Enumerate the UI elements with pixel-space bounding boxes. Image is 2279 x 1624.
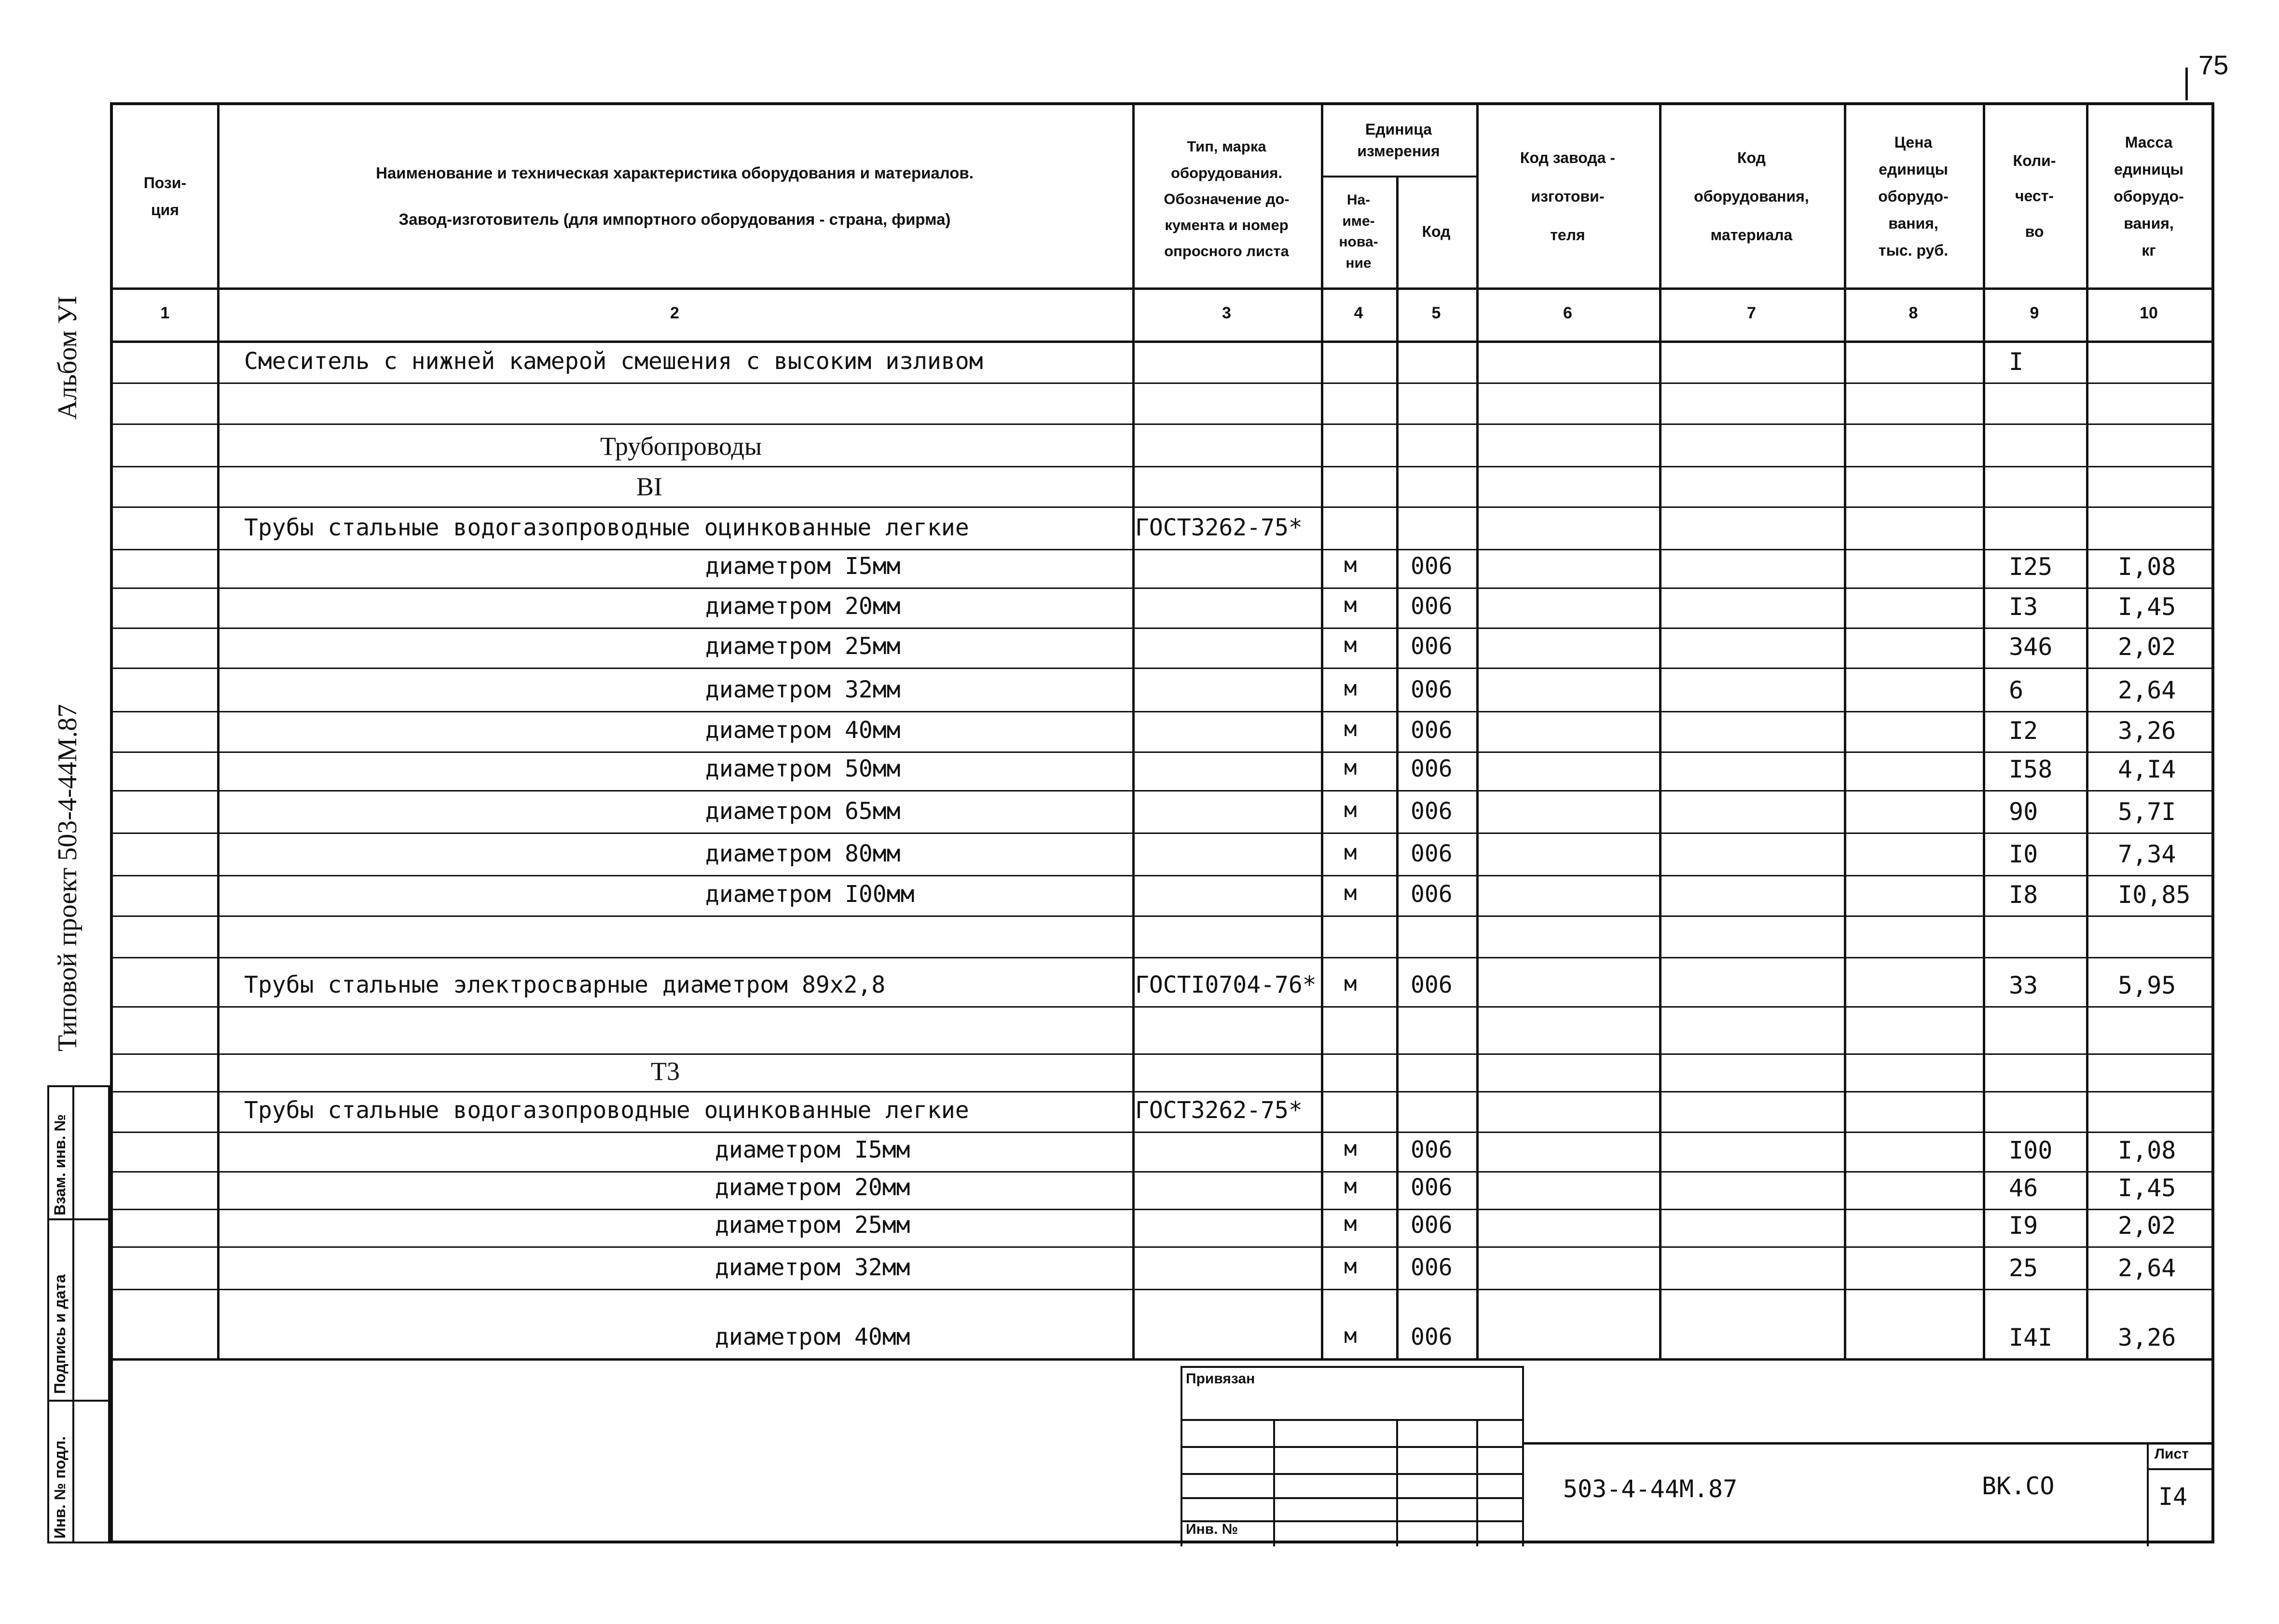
row-unit: м — [1344, 798, 1357, 822]
row-mass: I,08 — [2118, 1136, 2176, 1164]
table-row — [113, 1132, 2211, 1171]
document-code: ВК.СО — [1982, 1472, 2055, 1500]
row-quantity: 90 — [2009, 798, 2038, 826]
document-designation: 503-4-44М.87 — [1563, 1475, 1738, 1503]
table-row — [113, 790, 2211, 832]
row-quantity: I0 — [2009, 840, 2038, 868]
table-row — [113, 1053, 2211, 1091]
row-unit: м — [1344, 553, 1357, 577]
row-name: диаметром 32мм — [705, 676, 901, 703]
row-unit-code: 006 — [1411, 553, 1453, 580]
row-mass: I,45 — [2118, 593, 2176, 621]
row-quantity: 33 — [2009, 971, 2038, 999]
row-quantity: 25 — [2009, 1254, 2038, 1282]
column-number: 3 — [1222, 304, 1231, 322]
row-mass: 2,02 — [2118, 1212, 2176, 1240]
stamp-label-signature: Подпись и дата — [51, 1274, 69, 1394]
row-mass: I,45 — [2118, 1174, 2176, 1202]
table-row — [113, 711, 2211, 751]
header-unit-code: Код — [1422, 223, 1451, 240]
table-row — [113, 957, 2211, 1006]
column-number: 8 — [1908, 304, 1918, 322]
table-row — [113, 466, 2211, 506]
row-unit-code: 006 — [1411, 881, 1453, 908]
row-name: диаметром 65мм — [705, 798, 901, 825]
row-document: ГОСТ3262-75* — [1135, 1097, 1303, 1124]
table-row — [113, 832, 2211, 875]
row-quantity: I58 — [2009, 755, 2053, 783]
sheet-label: Лист — [2155, 1446, 2189, 1462]
table-row — [113, 382, 2211, 423]
row-document: ГОСТ3262-75* — [1135, 514, 1303, 541]
row-mass: I0,85 — [2118, 881, 2191, 909]
table-row — [113, 506, 2211, 549]
album-side-title: Альбом УI — [53, 295, 82, 420]
table-row — [113, 628, 2211, 668]
project-side-title: Типовой проект 503-4-44М.87 — [53, 704, 82, 1051]
row-unit: м — [1344, 840, 1357, 865]
row-name: диаметром 40мм — [705, 717, 901, 744]
table-row — [113, 915, 2211, 957]
row-name: диаметром 32мм — [715, 1254, 910, 1281]
row-name: Трубы стальные водогазопроводные оцинкованные легкие — [244, 514, 969, 541]
row-unit-code: 006 — [1411, 593, 1453, 620]
page-mark-text: 75 — [2198, 50, 2229, 80]
attached-label: Привязан — [1186, 1371, 1255, 1387]
row-unit: м — [1344, 1324, 1357, 1348]
table-row — [113, 1289, 2211, 1358]
row-unit: м — [1344, 593, 1357, 617]
column-number: 2 — [670, 304, 679, 322]
row-mass: 3,26 — [2118, 1324, 2176, 1351]
stamp-label-inventory: Инв. № подл. — [51, 1436, 69, 1539]
row-name: диаметром 20мм — [705, 593, 901, 620]
row-quantity: I25 — [2009, 553, 2053, 581]
row-quantity: I00 — [2009, 1136, 2053, 1164]
row-name: диаметром 20мм — [715, 1174, 910, 1201]
attached-box — [1181, 1366, 1524, 1546]
row-name: Трубопроводы — [600, 432, 762, 461]
row-unit-code: 006 — [1411, 971, 1453, 998]
column-number: 4 — [1354, 304, 1363, 322]
row-name: Трубы стальные электросварные диаметром 89х2,8 — [244, 971, 886, 998]
row-unit: м — [1344, 717, 1357, 741]
table-row — [113, 549, 2211, 587]
header-equipment-code: Код оборудования, материала — [1694, 149, 1809, 244]
row-unit: м — [1344, 633, 1357, 657]
header-mass: Масса единицы оборудо- вания, кг — [2114, 134, 2184, 259]
row-unit: м — [1344, 1174, 1357, 1199]
table-row — [113, 341, 2211, 382]
row-quantity: 346 — [2009, 633, 2053, 661]
column-number: 5 — [1431, 304, 1441, 322]
stamp-column — [47, 1085, 110, 1543]
row-mass: I,08 — [2118, 553, 2176, 581]
table-row — [113, 751, 2211, 790]
row-name: диаметром 25мм — [715, 1212, 910, 1239]
row-quantity: I3 — [2009, 593, 2038, 621]
table-row — [113, 1209, 2211, 1246]
row-mass: 2,64 — [2118, 1254, 2176, 1282]
row-unit: м — [1344, 1212, 1357, 1236]
header-unit-group: Единица измерения — [1357, 121, 1440, 160]
row-name: диаметром 50мм — [705, 755, 901, 782]
specification-sheet — [110, 102, 2214, 1543]
header-price: Цена единицы оборудо- вания, тыс. руб. — [1878, 134, 1949, 259]
row-unit-code: 006 — [1411, 676, 1453, 703]
row-unit: м — [1344, 755, 1357, 780]
row-quantity: 6 — [2009, 676, 2024, 704]
row-unit: м — [1344, 1136, 1357, 1161]
header-factory-code: Код завода - изготови- теля — [1520, 149, 1616, 244]
row-mass: 2,02 — [2118, 633, 2176, 661]
table-row — [113, 1091, 2211, 1132]
row-quantity: I — [2009, 348, 2024, 376]
column-number: 1 — [160, 304, 170, 322]
row-quantity: I4I — [2009, 1324, 2053, 1351]
table-row — [113, 1006, 2211, 1053]
sheet-number: I4 — [2158, 1483, 2188, 1511]
table-row — [113, 587, 2211, 628]
row-name: диаметром 25мм — [705, 633, 901, 660]
column-number: 6 — [1563, 304, 1572, 322]
row-name: диаметром 40мм — [715, 1324, 910, 1351]
row-unit: м — [1344, 971, 1357, 996]
row-unit-code: 006 — [1411, 633, 1453, 660]
row-unit-code: 006 — [1411, 755, 1453, 782]
header-type: Тип, марка оборудования. Обозначение до- кумента и номер опросного листа — [1164, 138, 1290, 260]
row-name: диаметром I00мм — [705, 881, 915, 908]
table-row — [113, 875, 2211, 915]
row-name: Смеситель с нижней камерой смешения с высоким изливом — [244, 348, 983, 375]
header-unit-name: На- име- нова- ние — [1339, 192, 1378, 271]
row-name: Т3 — [651, 1057, 680, 1086]
column-number: 9 — [2030, 304, 2039, 322]
row-mass: 5,95 — [2118, 971, 2176, 999]
header-position: Пози- ция — [143, 174, 187, 218]
row-unit: м — [1344, 881, 1357, 905]
row-mass: 3,26 — [2118, 717, 2176, 745]
row-unit-code: 006 — [1411, 1174, 1453, 1201]
row-unit-code: 006 — [1411, 1324, 1453, 1351]
row-unit-code: 006 — [1411, 798, 1453, 825]
row-unit-code: 006 — [1411, 717, 1453, 744]
table-row — [113, 668, 2211, 711]
row-mass: 5,7I — [2118, 798, 2176, 826]
row-unit-code: 006 — [1411, 840, 1453, 867]
header-name: Наименование и техническая характеристика оборудования и материалов. Завод-изготовитель (для импортного оборудования - страна, фирма) — [376, 164, 974, 228]
table-row — [113, 1246, 2211, 1289]
row-unit-code: 006 — [1411, 1254, 1453, 1281]
column-number: 10 — [2140, 304, 2158, 322]
row-name: ВI — [636, 472, 662, 501]
row-mass: 4,I4 — [2118, 755, 2176, 783]
table-row — [113, 1171, 2211, 1209]
row-quantity: I9 — [2009, 1212, 2038, 1240]
row-quantity: I2 — [2009, 717, 2038, 745]
page-mark — [2185, 50, 2241, 100]
inventory-number-label: Инв. № — [1186, 1521, 1238, 1537]
row-name: диаметром I5мм — [715, 1136, 910, 1163]
row-quantity: I8 — [2009, 881, 2038, 909]
row-name: диаметром I5мм — [705, 553, 901, 580]
row-mass: 2,64 — [2118, 676, 2176, 704]
row-document: ГОСТI0704-76* — [1135, 971, 1317, 998]
row-name: диаметром 80мм — [705, 840, 901, 867]
row-unit: м — [1344, 1254, 1357, 1279]
row-name: Трубы стальные водогазопроводные оцинкованные легкие — [244, 1097, 969, 1124]
row-unit-code: 006 — [1411, 1136, 1453, 1163]
row-quantity: 46 — [2009, 1174, 2038, 1202]
table-row — [113, 423, 2211, 466]
row-unit-code: 006 — [1411, 1212, 1453, 1239]
row-mass: 7,34 — [2118, 840, 2176, 868]
row-unit: м — [1344, 676, 1357, 701]
column-number: 7 — [1747, 304, 1756, 322]
stamp-label-replacement: Взам. инв. № — [51, 1114, 69, 1215]
header-quantity: Коли- чест- во — [2013, 151, 2056, 240]
